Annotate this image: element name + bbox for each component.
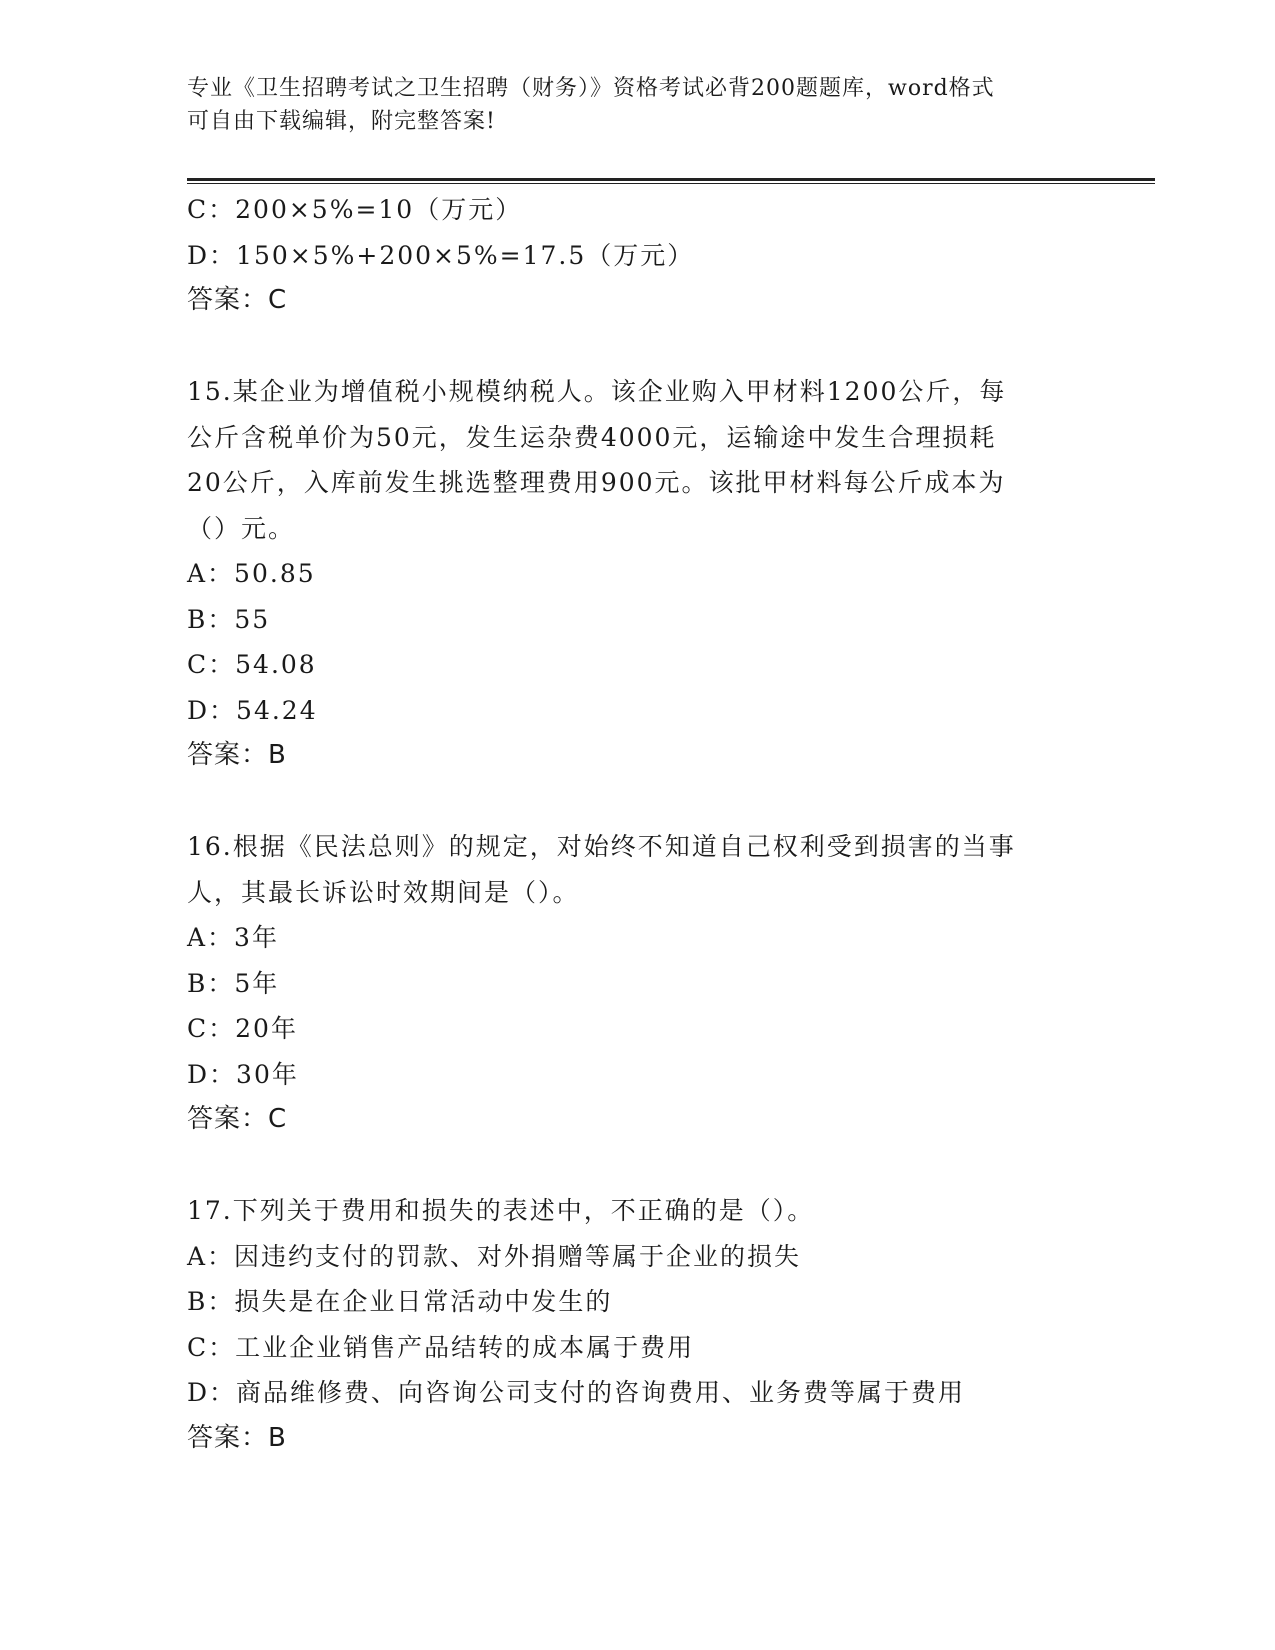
option-c: C：20年	[187, 1014, 298, 1043]
spacer	[187, 324, 1087, 370]
answer-line: 答案：B	[187, 740, 287, 770]
document-header	[187, 72, 1067, 138]
option-a: A：因违约支付的罚款、对外捐赠等属于企业的损失	[187, 1241, 802, 1271]
option-a: A：3年	[187, 923, 279, 952]
spacer	[187, 1143, 1087, 1189]
header-divider-thick	[187, 178, 1155, 181]
option-d: D：商品维修费、向咨询公司支付的咨询费用、业务费等属于费用	[187, 1378, 966, 1407]
header-title-line-2: 可自由下载编辑，附完整答案!	[187, 109, 496, 134]
option-d: D：150×5%+200×5%=17.5（万元）	[187, 240, 695, 270]
question-stem-line: 人，其最长诉讼时效期间是（）。	[187, 877, 580, 907]
question-list	[187, 187, 1087, 1461]
option-c: C：200×5%=10（万元）	[187, 195, 523, 224]
header-title-line-1: 专业《卫生招聘考试之卫生招聘（财务）》资格考试必背200题题库，word格式	[187, 76, 995, 101]
option-b: B：55	[187, 604, 271, 634]
question-14-tail	[187, 187, 1067, 324]
option-c: C：54.08	[187, 650, 317, 679]
question-stem-line: 15.某企业为增值税小规模纳税人。该企业购入甲材料1200公斤，每	[187, 377, 1007, 406]
spacer	[187, 779, 1087, 825]
header-divider-thin	[187, 183, 1155, 184]
option-d: D：30年	[187, 1059, 299, 1089]
question-stem-line: （）元。	[187, 513, 296, 543]
option-b: B：损失是在企业日常活动中发生的	[187, 1287, 613, 1316]
question-17	[187, 1188, 1067, 1461]
answer-line: 答案：B	[187, 1422, 287, 1453]
question-stem-line: 16.根据《民法总则》的规定，对始终不知道自己权利受到损害的当事	[187, 832, 1016, 861]
option-b: B：5年	[187, 968, 280, 998]
answer-line: 答案：C	[187, 285, 288, 315]
question-stem-line: 公斤含税单价为50元，发生运杂费4000元，运输途中发生合理损耗	[187, 422, 997, 452]
question-stem-line: 20公斤，入库前发生挑选整理费用900元。该批甲材料每公斤成本为	[187, 468, 1006, 497]
option-d: D：54.24	[187, 695, 318, 725]
question-16	[187, 824, 1067, 1143]
answer-line: 答案：C	[187, 1104, 288, 1134]
question-stem-line: 17.下列关于费用和损失的表述中，不正确的是（）。	[187, 1196, 815, 1225]
question-15	[187, 369, 1067, 779]
option-a: A：50.85	[187, 559, 316, 588]
option-c: C：工业企业销售产品结转的成本属于费用	[187, 1332, 695, 1362]
